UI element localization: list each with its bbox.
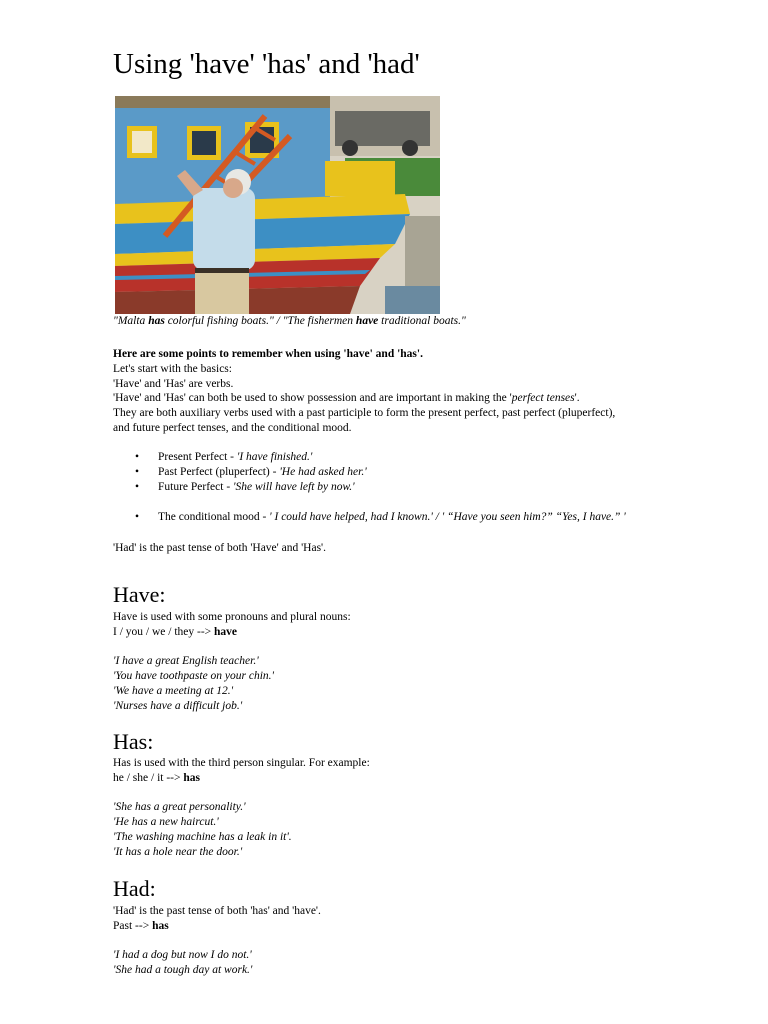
caption-text-2: colorful fishing boats." / "The fishermen	[164, 315, 356, 327]
fishing-boat-photo	[115, 96, 440, 314]
list-item: 'He has a new haircut.'	[113, 816, 219, 829]
list-item: 'We have a meeting at 12.'	[113, 684, 234, 697]
had-section: 'Had' is the past tense of both 'has' and 'have'. Past --> has 'I had a dog but now I do not.' 'She had a tough day at work.'	[113, 905, 321, 977]
intro-block	[113, 347, 615, 436]
list-item: 'It has a hole near the door.'	[113, 845, 243, 858]
have-heading: Have:	[113, 582, 166, 607]
photo-caption	[113, 315, 466, 327]
intro-line-4: They are both auxiliary verbs used with a past participle to form the present perfect, past perfect (pluperfect),	[113, 407, 616, 420]
list-item: 'She had a tough day at work.'	[113, 964, 253, 977]
page-title: Using 'have' 'has' and 'had'	[113, 48, 420, 80]
list-item: 'You have toothpaste on your chin.'	[113, 670, 275, 683]
fishing-boat-illustration	[115, 96, 440, 314]
caption-text-3: traditional boats."	[378, 315, 466, 327]
had-note: 'Had' is the past tense of both 'Have' and 'Has'.	[113, 542, 326, 554]
list-item: 'She has a great personality.'	[113, 801, 246, 814]
list-item: 'I had a dog but now I do not.'	[113, 949, 252, 962]
intro-line-2: 'Have' and 'Has' are verbs.	[113, 377, 234, 390]
list-item: 'Nurses have a difficult job.'	[113, 699, 243, 712]
caption-text-1: "Malta	[113, 315, 149, 327]
have-section: Have is used with some pronouns and plural nouns: I / you / we / they --> have 'I have a great English teacher.' 'You have toothpaste on your chin.' 'We have a meeting at 12.' 'Nurses have a difficult job.'	[113, 611, 351, 712]
caption-bold-have: have	[355, 315, 379, 327]
has-section: Has is used with the third person singular. For example: he / she / it --> has 'She has a great personality.' 'He has a new haircut.' 'The washing machine has a leak in it'. 'It has a hole near the door.'	[113, 757, 370, 858]
list-item: 'I have a great English teacher.'	[113, 655, 259, 668]
intro-line-3: 'Have' and 'Has' can both be used to show possession and are important in making the 'perfect tenses'.	[113, 392, 580, 405]
intro-line-1: Let's start with the basics:	[113, 362, 232, 375]
caption-bold-has: has	[148, 315, 165, 327]
intro-heading: Here are some points to remember when using 'have' and 'has'.	[113, 348, 423, 360]
list-item: 'The washing machine has a leak in it'.	[113, 830, 292, 843]
intro-line-5: and future perfect tenses, and the conditional mood.	[113, 421, 352, 434]
had-heading: Had:	[113, 876, 156, 901]
has-heading: Has:	[113, 729, 154, 754]
